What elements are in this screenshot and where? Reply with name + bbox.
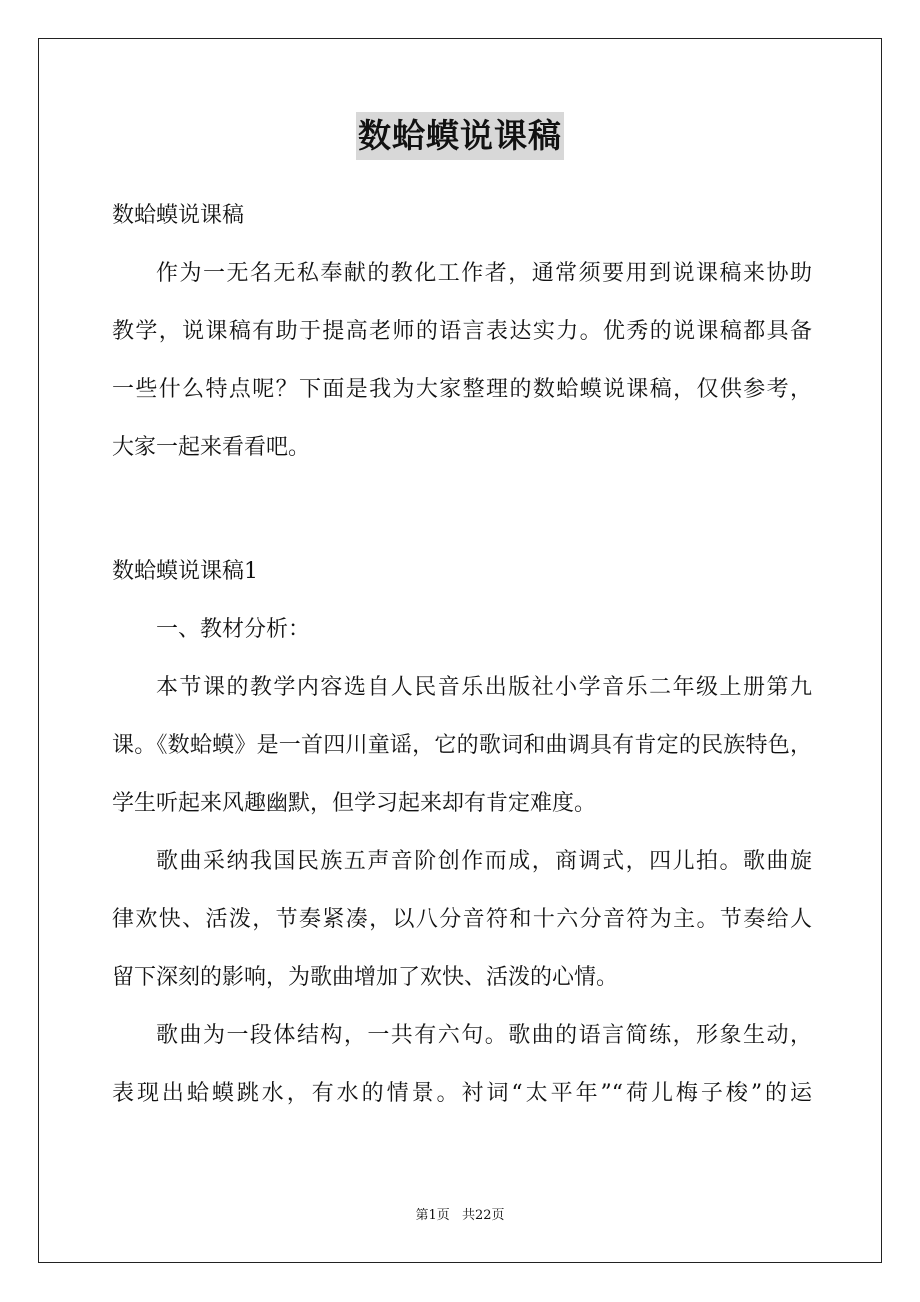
paragraph-line: 留下深刻的影响，为歌曲增加了欢快、活泼的心情。	[112, 965, 619, 990]
paragraph-line: 律欢快、活泼，节奏紧凑，以八分音符和十六分音符为主。节奏给人	[112, 907, 812, 932]
paragraph-teaching-content	[112, 668, 812, 824]
section-title: 数蛤蟆说课稿1	[112, 559, 258, 584]
intro-line: 一些什么特点呢？下面是我为大家整理的数蛤蟆说课稿，仅供参考，	[112, 377, 812, 402]
page-total: 共22页	[461, 1208, 505, 1223]
page-number: 第1页	[415, 1208, 450, 1223]
intro-line: 教学，说课稿有助于提高老师的语言表达实力。优秀的说课稿都具备	[112, 319, 812, 344]
paragraph-line: 课。《数蛤蟆》是一首四川童谣，它的歌词和曲调具有肯定的民族特色，	[112, 733, 812, 758]
paragraph-line: 本节课的教学内容选自人民音乐出版社小学音乐二年级上册第九	[156, 675, 812, 700]
document-title: 数蛤蟆说课稿	[356, 112, 564, 160]
paragraph-line: 歌曲采纳我国民族五声音阶创作而成，商调式，四儿拍。歌曲旋	[156, 849, 812, 874]
intro-line: 作为一无名无私奉献的教化工作者，通常须要用到说课稿来协助	[156, 261, 812, 286]
document-subtitle: 数蛤蟆说课稿	[112, 203, 245, 228]
intro-line: 大家一起来看看吧。	[112, 435, 311, 460]
paragraph-line: 歌曲为一段体结构，一共有六句。歌曲的语言简练，形象生动，	[156, 1023, 812, 1048]
paragraph-line: 表现出蛤蟆跳水，有水的情景。衬词“太平年”“荷儿梅子梭”的运	[112, 1081, 812, 1106]
section-heading: 一、教材分析：	[156, 617, 311, 642]
intro-paragraph	[112, 254, 812, 468]
paragraph-melody	[112, 842, 812, 998]
document-body	[112, 196, 812, 1114]
paragraph-structure	[112, 1016, 812, 1114]
page-footer	[0, 1207, 920, 1225]
document-title-container	[0, 112, 920, 160]
paragraph-line: 学生听起来风趣幽默，但学习起来却有肯定难度。	[112, 791, 597, 816]
